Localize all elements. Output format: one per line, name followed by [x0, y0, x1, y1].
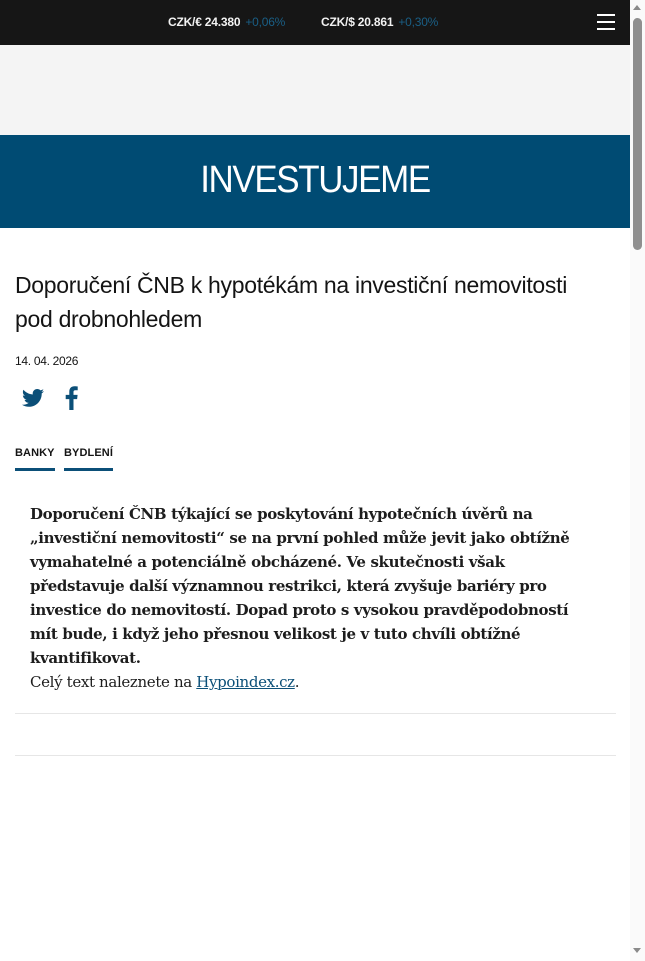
ticker-eur-rate: CZK/€ 24.380 — [168, 15, 241, 29]
scrollbar-thumb[interactable] — [633, 18, 642, 250]
source-suffix: . — [294, 673, 300, 691]
ticker-usd-change: +0,30% — [398, 15, 439, 29]
hamburger-menu-icon[interactable] — [596, 13, 616, 31]
ticker-eur-change: +0,06% — [245, 15, 286, 29]
divider — [15, 713, 616, 714]
currency-ticker-bar — [0, 0, 630, 45]
ticker-usd-rate: CZK/$ 20.861 — [321, 15, 394, 29]
divider — [15, 755, 616, 756]
menu-line — [597, 28, 615, 30]
ad-placeholder — [0, 45, 630, 135]
menu-line — [597, 14, 615, 16]
article-title: Doporučení ČNB k hypotékám na investiční nemovitosti pod drobnohledem — [15, 272, 567, 332]
scroll-down-arrow-icon[interactable] — [633, 948, 641, 953]
hypoindex-link[interactable]: Hypoindex.cz — [196, 673, 295, 691]
facebook-share-button[interactable] — [63, 386, 79, 410]
twitter-icon — [21, 386, 45, 410]
twitter-share-button[interactable] — [21, 386, 45, 410]
article-source — [30, 670, 590, 694]
source-prefix: Celý text naleznete na — [30, 673, 197, 691]
facebook-icon — [63, 386, 79, 410]
tag-bydleni[interactable]: BYDLENÍ — [64, 447, 113, 471]
site-logo[interactable]: INVESTUJEME — [200, 159, 430, 201]
tag-banky[interactable]: BANKY — [15, 447, 55, 471]
ticker-eur — [168, 15, 285, 29]
article-perex: Doporučení ČNB týkající se poskytování hypotečních úvěrů na „investiční nemovitosti“ se na první pohled může jevit jako obtížně vymahatelné a potenciálně obcházené. Ve skutečnosti však představuje další významnou restrikci, která zvyšuje bariéry pro investice do nemovitostí. Dopad proto s vysokou pravděpodobností mít bude, i když jeho přesnou velikost je v tuto chvíli obtížné kvantifikovat. — [30, 505, 570, 667]
scroll-up-arrow-icon[interactable] — [633, 5, 641, 10]
masthead — [0, 135, 630, 228]
vertical-scrollbar[interactable] — [630, 0, 645, 961]
article-date: 14. 04. 2026 — [15, 354, 79, 368]
ticker-usd — [321, 15, 438, 29]
menu-line — [597, 21, 615, 23]
